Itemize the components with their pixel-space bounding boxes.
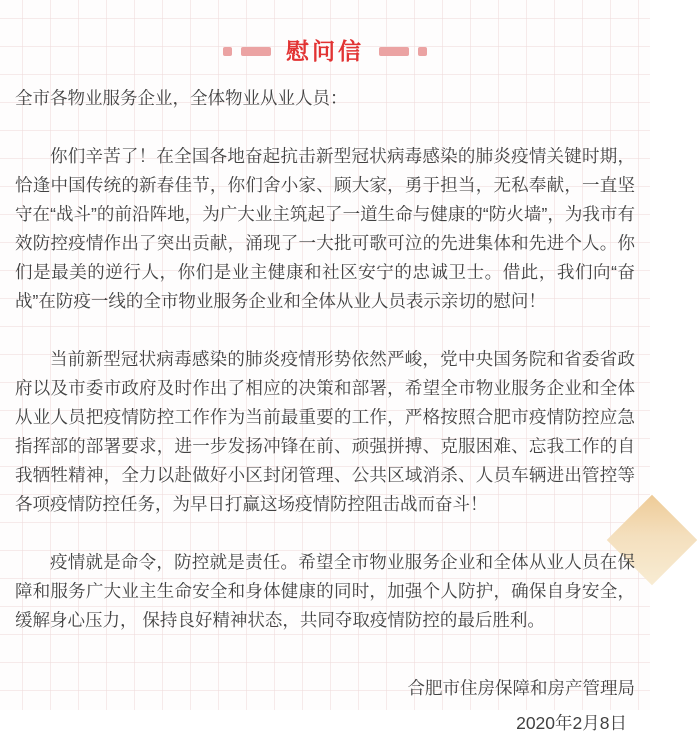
paragraph-3: 疫情就是命令，防控就是责任。希望全市物业服务企业和全体从业人员在保障和服务广大业主生命安全和身体健康的同时，加强个人防护，确保自身安全，缓解身心压力， 保持良好精神状态，共同夺取疫情防控的最后胜利。 [15,552,635,630]
signature-date: 2020年2月8日 [516,713,627,733]
title-dash-left-large [241,47,271,56]
paragraph-1: 你们辛苦了！在全国各地奋起抗击新型冠状病毒感染的肺炎疫情关键时期，恰逢中国传统的新春佳节，你们舍小家、顾大家，勇于担当，无私奉献，一直坚守在“战斗”的前沿阵地，为广大业主筑起了一道生命与健康的“防火墙”，为我市有效防控疫情作出了突出贡献，涌现了一大批可歌可泣的先进集体和先进个人。你们是最美的逆行人，你们是业主健康和社区安宁的忠诚卫士。借此，我们向“奋战”在防疫一线的全市物业服务企业和全体从业人员表示亲切的慰问！ [15,146,635,311]
title-dash-right-large [379,47,409,56]
paragraph-2: 当前新型冠状病毒感染的肺炎疫情形势依然严峻，党中央国务院和省委省政府以及市委市政府及时作出了相应的决策和部署，希望全市物业服务企业和全体从业人员把疫情防控工作作为当前最重要的工作，严格按照合肥市疫情防控应急指挥部的部署要求，进一步发扬冲锋在前、顽强拼搏、克服困难、忘我工作的自我牺牲精神，全力以赴做好小区封闭管理、公共区域消杀、人员车辆进出管控等各项疫情防控任务，为早日打赢这场疫情防控阻击战而奋斗！ [15,349,635,514]
letter-body [0,84,650,741]
title-dash-right-small [418,47,427,56]
signature-organization: 合肥市住房保障和房产管理局 [407,678,635,698]
signature-block [15,671,635,741]
title-dash-left-small [223,47,232,56]
letter-title: 慰问信 [286,38,364,64]
salutation: 全市各物业服务企业，全体物业从业人员： [15,88,348,108]
letter-header [0,0,650,66]
